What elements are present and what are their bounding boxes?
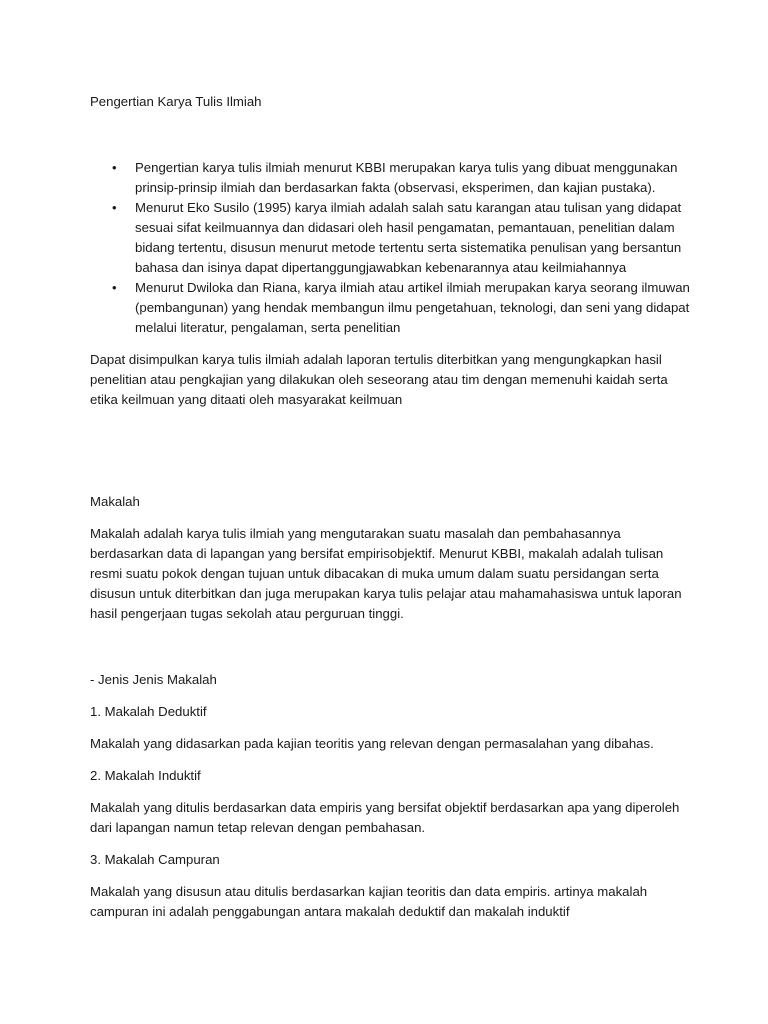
list-item	[90, 158, 690, 198]
jenis-heading: - Jenis Jenis Makalah	[90, 672, 217, 687]
type-description-induktif: Makalah yang ditulis berdasarkan data empiris yang bersifat objektif berdasarkan apa yang diperoleh dari lapangan namun tetap relevan dengan pembahasan.	[90, 800, 680, 835]
type-description-campuran: Makalah yang disusun atau ditulis berdasarkan kajian teoritis dan data empiris. artinya makalah campuran ini adalah penggabungan antara makalah deduktif dan makalah induktif	[90, 884, 648, 919]
bullet-icon: •	[112, 160, 117, 175]
spacer	[90, 422, 690, 492]
type-description-deduktif: Makalah yang didasarkan pada kajian teoritis yang relevan dengan permasalahan yang dibahas.	[90, 736, 654, 751]
document-title: Pengertian Karya Tulis Ilmiah	[90, 94, 262, 109]
spacer	[90, 636, 690, 670]
bullet-icon: •	[112, 200, 117, 215]
definition-list	[90, 158, 690, 338]
type-heading-deduktif: 1. Makalah Deduktif	[90, 704, 207, 719]
list-item-text: Menurut Eko Susilo (1995) karya ilmiah adalah salah satu karangan atau tulisan yang didapat sesuai sifat keilmuannya dan didasari oleh hasil pengamatan, pemantauan, penelitian dalam bidang tertentu, disusun menurut metode tertentu serta sistematika penulisan yang bersantun bahasa dan isinya dapat dipertanggungjawabkan kebenarannya atau keilmiahannya	[135, 200, 682, 275]
document-body	[90, 92, 690, 934]
makalah-heading: Makalah	[90, 494, 140, 509]
list-item	[90, 278, 690, 338]
list-item	[90, 198, 690, 278]
type-heading-induktif: 2. Makalah Induktif	[90, 768, 201, 783]
makalah-paragraph: Makalah adalah karya tulis ilmiah yang mengutarakan suatu masalah dan pembahasannya berdasarkan data di lapangan yang bersifat empirisobjektif. Menurut KBBI, makalah adalah tulisan resmi suatu pokok dengan tujuan untuk dibacakan di muka umum dalam suatu persidangan serta disusun untuk diterbitkan dan juga merupakan karya tulis pelajar atau mahamahasiswa untuk laporan hasil pengerjaan tugas sekolah atau perguruan tinggi.	[90, 526, 682, 621]
type-heading-campuran: 3. Makalah Campuran	[90, 852, 220, 867]
conclusion-paragraph: Dapat disimpulkan karya tulis ilmiah adalah laporan tertulis diterbitkan yang mengungkapkan hasil penelitian atau pengkajian yang dilakukan oleh seseorang atau tim dengan memenuhi kaidah serta etika keilmuan yang ditaati oleh masyarakat keilmuan	[90, 352, 668, 407]
list-item-text: Menurut Dwiloka dan Riana, karya ilmiah atau artikel ilmiah merupakan karya seorang ilmuwan (pembangunan) yang hendak membangun ilmu pengetahuan, teknologi, dan seni yang didapat melalui literatur, pengalaman, serta penelitian	[135, 280, 690, 335]
list-item-text: Pengertian karya tulis ilmiah menurut KBBI merupakan karya tulis yang dibuat menggunakan prinsip-prinsip ilmiah dan berdasarkan fakta (observasi, eksperimen, dan kajian pustaka).	[135, 160, 678, 195]
bullet-icon: •	[112, 280, 117, 295]
